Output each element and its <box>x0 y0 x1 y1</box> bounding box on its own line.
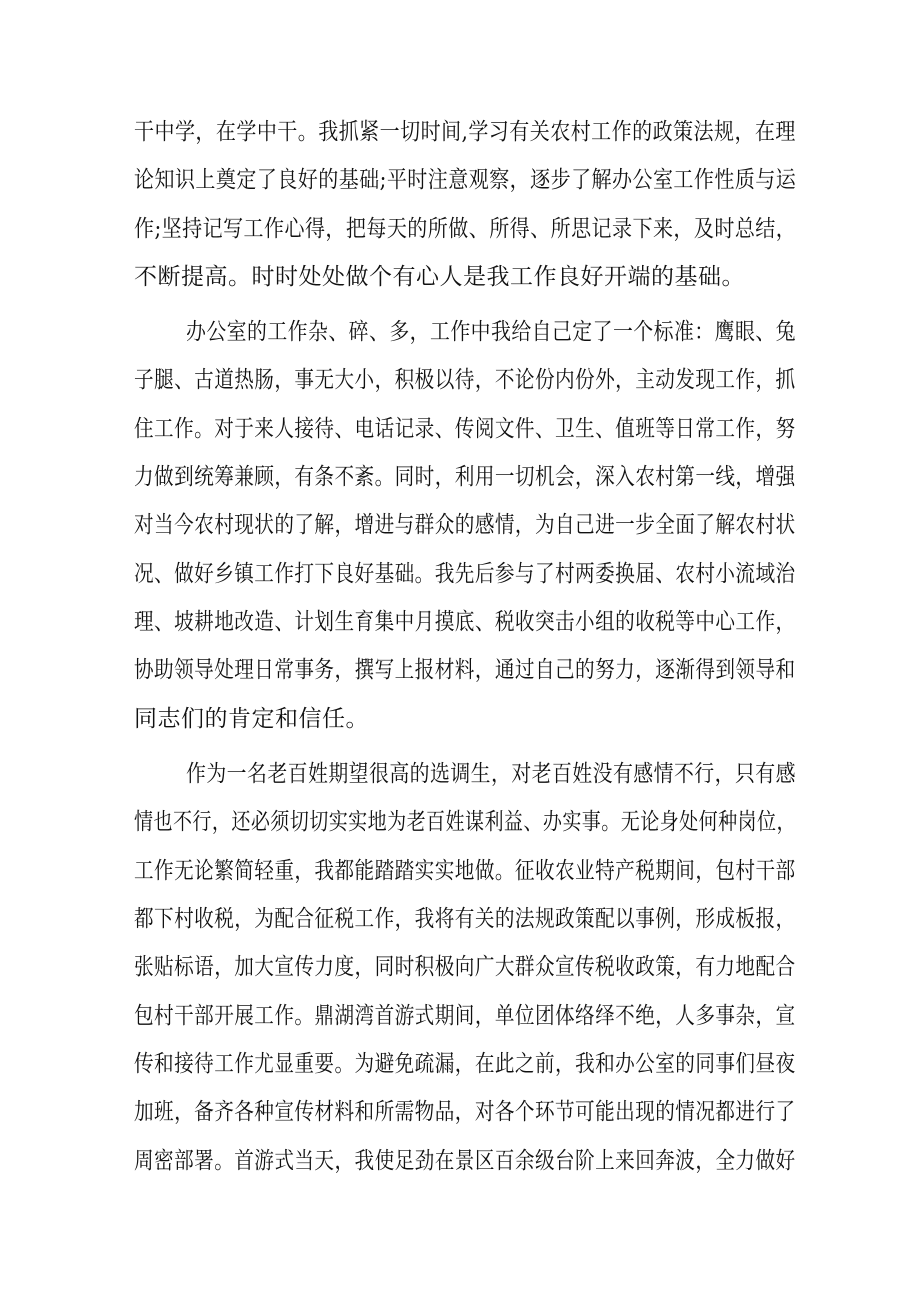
paragraph-3-line-6: 包村干部开展工作。鼎湖湾首游式期间，单位团体络绎不绝，人多事杂，宣 <box>134 1003 796 1029</box>
paragraph-3-line-5: 张贴标语，加大宣传力度，同时积极向广大群众宣传税收政策，有力地配合 <box>134 954 796 980</box>
paragraph-2-line-3: 住工作。对于来人接待、电话记录、传阅文件、卫生、值班等日常工作，努 <box>134 416 796 442</box>
paragraph-3-line-4: 都下村收税，为配合征税工作，我将有关的法规政策配以事例，形成板报， <box>134 906 796 932</box>
paragraph-3-line-7: 传和接待工作尤显重要。为避免疏漏，在此之前，我和办公室的同事们昼夜 <box>134 1051 796 1077</box>
paragraph-3-line-1: 作为一名老百姓期望很高的选调生，对老百姓没有感情不行，只有感 <box>186 761 796 787</box>
paragraph-2-line-1: 办公室的工作杂、碎、多，工作中我给自己定了一个标准：鹰眼、兔 <box>186 319 796 345</box>
paragraph-3-line-2: 情也不行，还必须切切实实地为老百姓谋利益、办实事。无论身处何种岗位， <box>134 809 796 835</box>
paragraph-1-line-3: 作;坚持记写工作心得，把每天的所做、所得、所思记录下来，及时总结， <box>134 216 797 242</box>
paragraph-2-line-2: 子腿、古道热肠，事无大小，积极以待，不论份内份外，主动发现工作，抓 <box>134 367 796 393</box>
paragraph-1-line-2: 论知识上奠定了良好的基础;平时注意观察，逐步了解办公室工作性质与运 <box>134 167 797 193</box>
paragraph-3-line-8: 加班，备齐各种宣传材料和所需物品，对各个环节可能出现的情况都进行了 <box>134 1099 796 1125</box>
paragraph-2-line-8: 协助领导处理日常事务，撰写上报材料，通过自己的努力，逐渐得到领导和 <box>134 657 796 683</box>
paragraph-1-line-1: 干中学，在学中干。我抓紧一切时间,学习有关农村工作的政策法规，在理 <box>134 119 796 145</box>
paragraph-1-line-4: 不断提高。时时处处做个有心人是我工作良好开端的基础。 <box>134 264 745 290</box>
paragraph-2-line-6: 况、做好乡镇工作打下良好基础。我先后参与了村两委换届、农村小流域治 <box>134 561 796 587</box>
paragraph-3-line-3: 工作无论繁简轻重，我都能踏踏实实地做。征收农业特产税期间，包村干部 <box>134 858 796 884</box>
paragraph-2-line-9: 同志们的肯定和信任。 <box>134 706 369 732</box>
paragraph-3-line-9: 周密部署。首游式当天，我使足劲在景区百余级台阶上来回奔波，全力做好 <box>134 1148 796 1174</box>
paragraph-2-line-4: 力做到统筹兼顾，有条不紊。同时，利用一切机会，深入农村第一线，增强 <box>134 464 796 490</box>
paragraph-2-line-5: 对当今农村现状的了解，增进与群众的感情，为自己进一步全面了解农村状 <box>134 512 796 538</box>
paragraph-2-line-7: 理、坡耕地改造、计划生育集中月摸底、税收突击小组的收税等中心工作， <box>134 609 796 635</box>
